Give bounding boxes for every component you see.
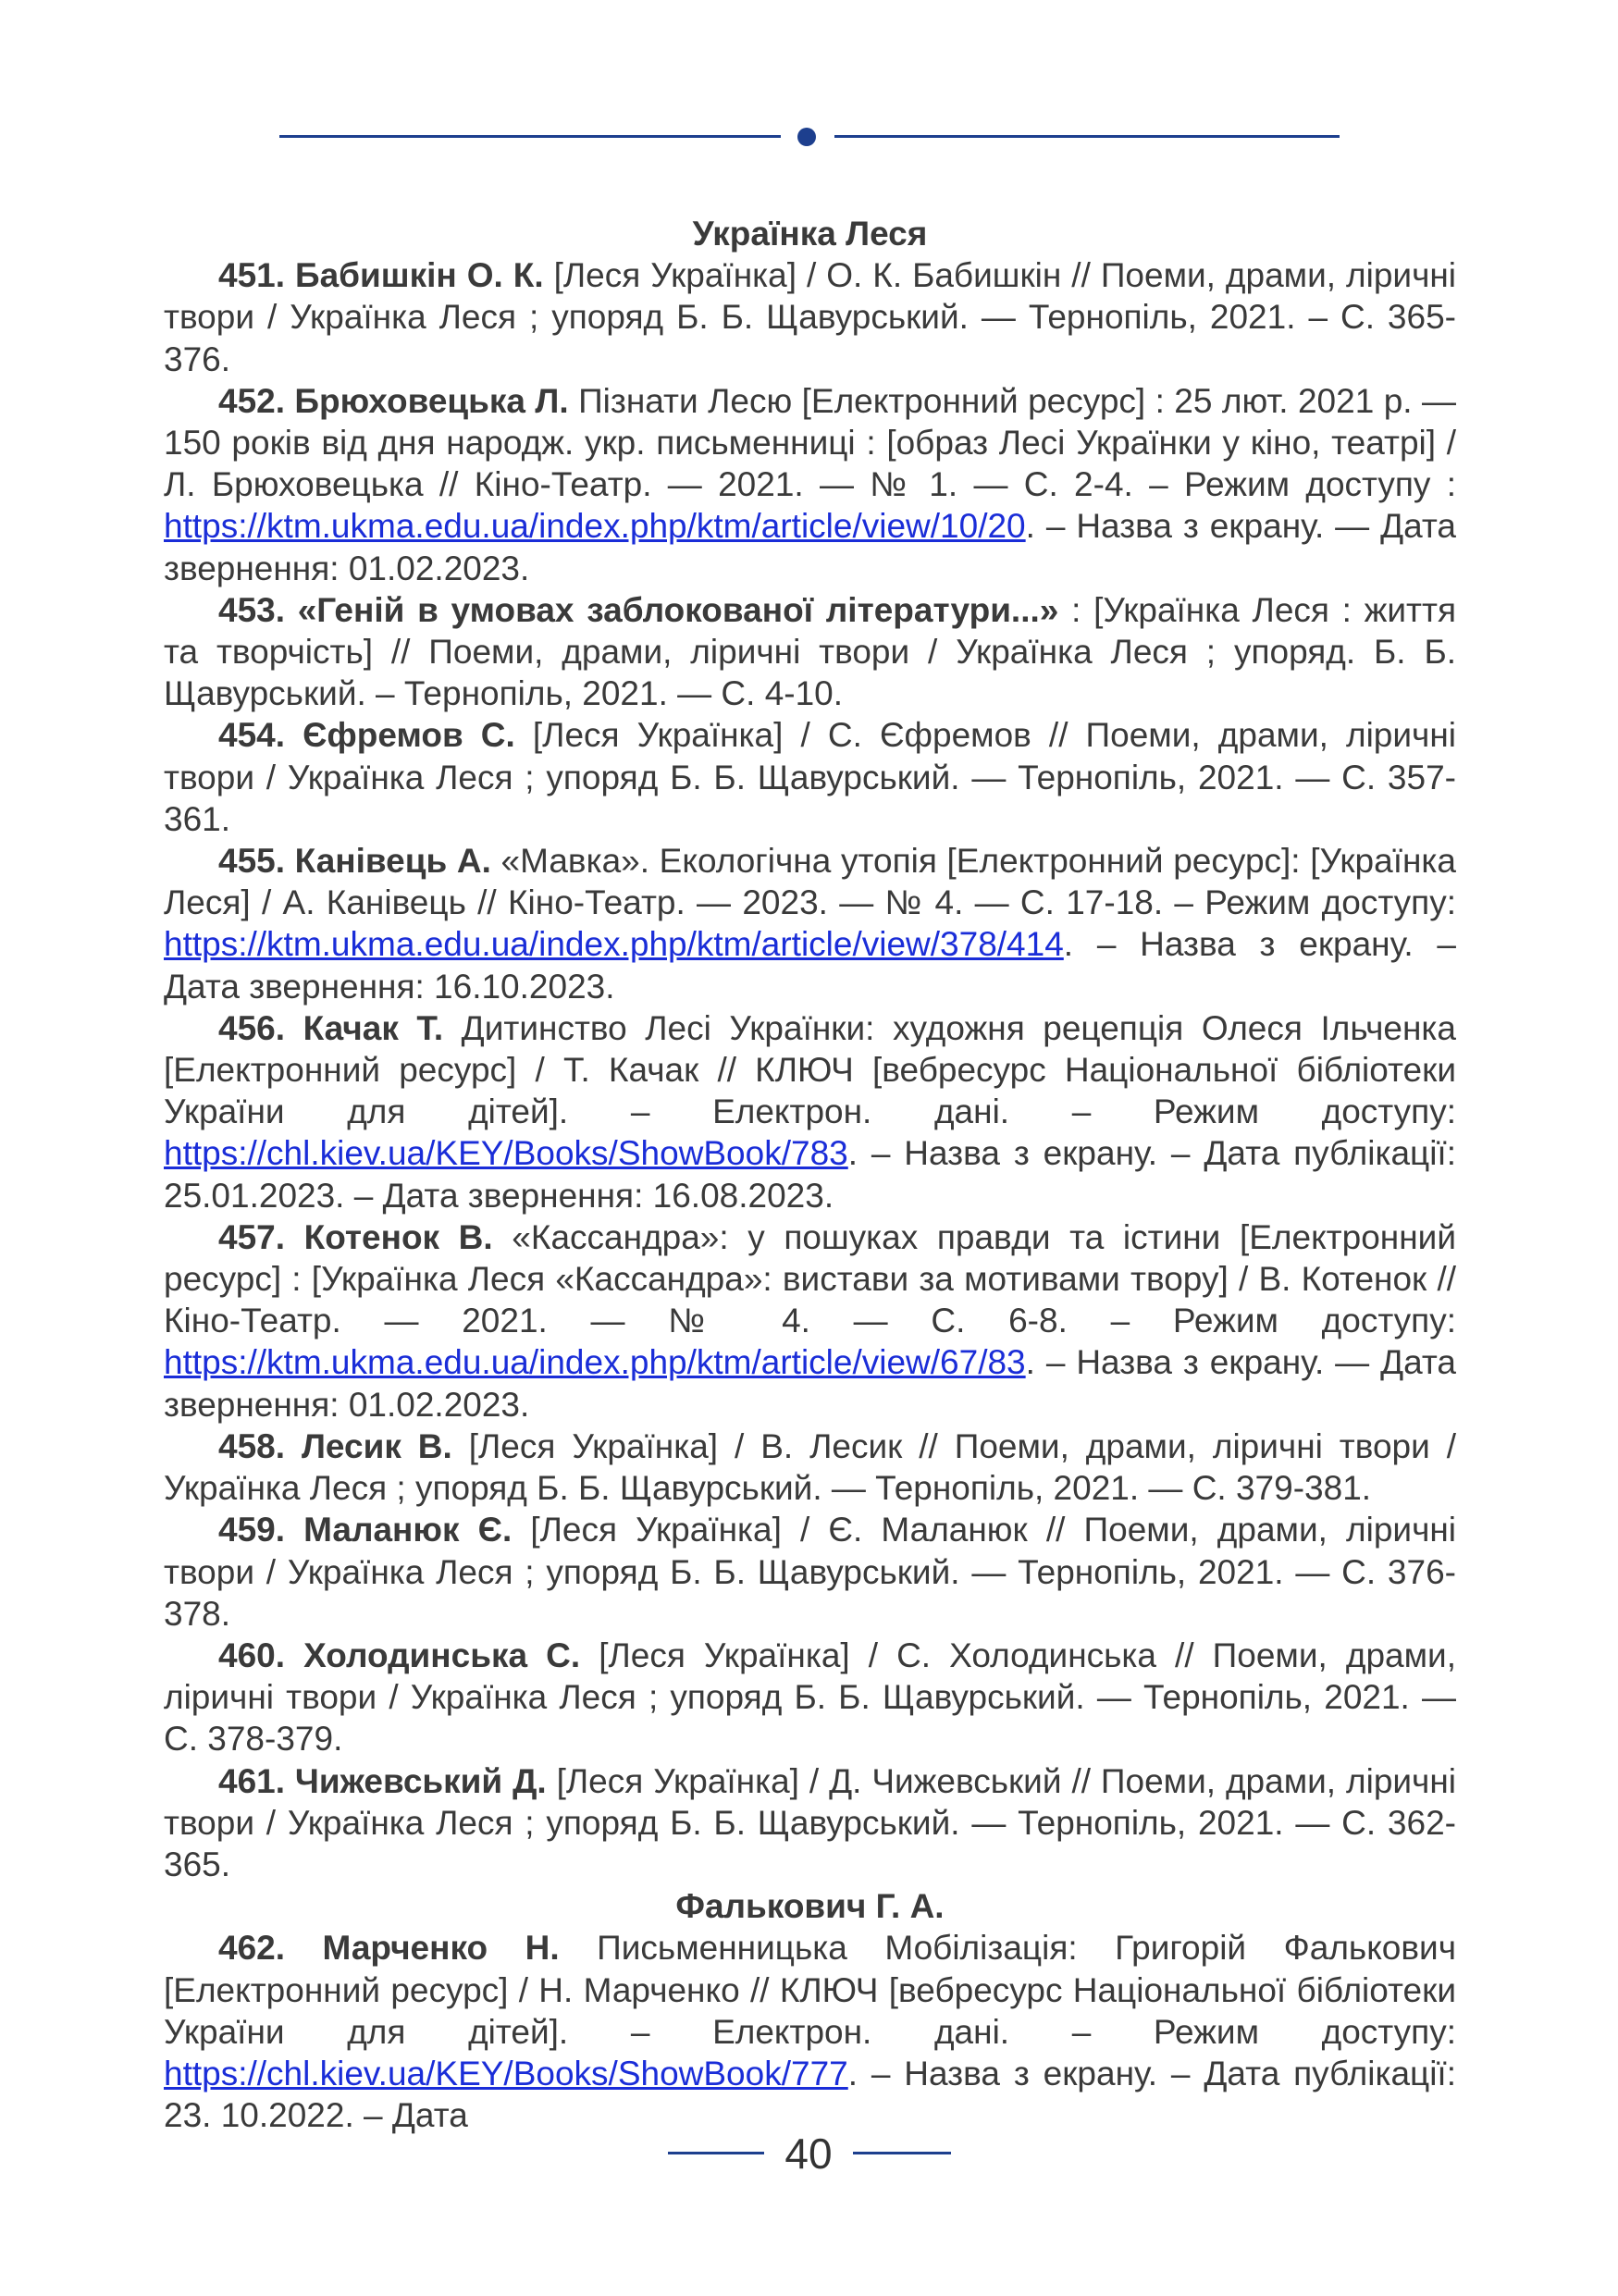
top-ornament xyxy=(279,128,1340,146)
entry-author: 461. Чижевський Д. xyxy=(218,1761,547,1800)
bibliography-entry xyxy=(164,714,1456,840)
entry-text: [Леся Українка] / С. Холодинська // Поеми, драми, ліричні твори / Українка Леся ; упоряд Б. Б. Щавурський. — Тернопіль, 2021. — С. 378-379. xyxy=(164,1636,1456,1759)
bibliography-entry xyxy=(164,380,1456,589)
ornament-dot xyxy=(797,128,816,146)
bibliography-entry xyxy=(164,1007,1456,1216)
bibliography-entry xyxy=(164,1927,1456,2136)
bibliography-entry xyxy=(164,1635,1456,1760)
bibliography-entry xyxy=(164,1760,1456,1886)
entry-author: 455. Канівець А. xyxy=(218,842,491,881)
entry-text: [Леся Українка] / О. К. Бабишкін // Поеми, драми, ліричні твори / Українка Леся ; упоряд Б. Б. Щавурський. — Тернопіль, 2021. – С. 365-376. xyxy=(164,256,1457,378)
bibliography-entry xyxy=(164,1509,1456,1635)
entry-link[interactable]: https://ktm.ukma.edu.ua/index.php/ktm/article/view/378/414 xyxy=(164,925,1064,964)
entry-text-tail: . – Назва з екрану. – Дата публікації: 23. 10.2022. – Дата xyxy=(164,2054,1456,2135)
page-number: 40 xyxy=(784,2129,833,2178)
bibliography-entry xyxy=(164,840,1456,1007)
entry-author: 453. «Геній в умовах заблокованої літератури...» xyxy=(218,590,1059,629)
entry-text: Дитинство Лесі Українки: художня рецепція Олеся Ільченка [Електронний ресурс] / Т. Качак // КЛЮЧ [вебресурс Національної бібліотеки України для дітей]. – Електрон. дані. – Режим доступу: xyxy=(164,1008,1456,1131)
entry-text-tail: . – Назва з екрану. — Дата звернення: 01.02.2023. xyxy=(164,1343,1456,1424)
entry-text: Пізнати Лесю [Електронний ресурс] : 25 лют. 2021 р. — 150 років від дня народж. укр. письменниці : [образ Лесі Українки у кіно, театрі] / Л. Брюховецька // Кіно-Театр. — 2021. — № 1. — С. 2-4. – Режим доступу : xyxy=(164,381,1456,504)
entry-author: 452. Брюховецька Л. xyxy=(218,381,569,420)
footer-line-right xyxy=(853,2152,951,2154)
entry-author: 458. Лесик В. xyxy=(218,1426,452,1465)
entry-text: «Мавка». Екологічна утопія [Електронний ресурс]: [Українка Леся] / А. Канівець // Кіно-Театр. — 2023. — № 4. — С. 17-18. – Режим доступу: xyxy=(164,842,1456,922)
bibliography-entry xyxy=(164,1216,1456,1426)
bibliography-content xyxy=(164,213,1456,2136)
entry-author: 460. Холодинська С. xyxy=(218,1636,581,1674)
bibliography-entry xyxy=(164,1426,1456,1509)
section-heading: Фалькович Г. А. xyxy=(675,1887,945,1926)
entry-text-tail: . – Назва з екрану. – Дата публікації: 25.01.2023. – Дата звернення: 16.08.2023. xyxy=(164,1134,1456,1215)
entry-link[interactable]: https://ktm.ukma.edu.ua/index.php/ktm/article/view/10/20 xyxy=(164,507,1026,546)
entry-author: 457. Котенок В. xyxy=(218,1217,493,1256)
entry-text: [Леся Українка] / С. Єфремов // Поеми, драми, ліричні твори / Українка Леся ; упоряд Б. Б. Щавурський. — Тернопіль, 2021. — С. 357-361. xyxy=(164,716,1456,838)
entry-text: «Кассандра»: у пошуках правди та істини [Електронний ресурс] : [Українка Леся «Кассандра»: вистави за мотивами твору] / В. Котенок // Кіно-Театр. — 2021. — № 4. — С. 6-8. – Режим доступу: xyxy=(164,1217,1456,1340)
ornament-line-right xyxy=(834,135,1340,138)
section-heading: Українка Леся xyxy=(692,215,928,253)
entry-link[interactable]: https://chl.kiev.ua/KEY/Books/ShowBook/783 xyxy=(164,1134,848,1173)
entry-author: 451. Бабишкін О. К. xyxy=(218,256,544,295)
bibliography-entry xyxy=(164,589,1456,715)
entry-author: 459. Маланюк Є. xyxy=(218,1511,513,1549)
entry-author: 462. Марченко Н. xyxy=(218,1929,560,1968)
entry-text: [Леся Українка] / В. Лесик // Поеми, драми, ліричні твори / Українка Леся ; упоряд Б. Б. Щавурський. — Тернопіль, 2021. — С. 379-381. xyxy=(164,1426,1457,1508)
entry-text: Письменницька Мобілізація: Григорій Фалькович [Електронний ресурс] / Н. Марченко // КЛЮЧ [вебресурс Національної бібліотеки України для дітей]. – Електрон. дані. – Режим доступу: xyxy=(164,1929,1456,2051)
entry-text-tail: . – Назва з екрану. – Дата звернення: 16.10.2023. xyxy=(164,925,1456,1006)
entry-text: [Леся Українка] / Є. Маланюк // Поеми, драми, ліричні твори / Українка Леся ; упоряд Б. Б. Щавурський. — Тернопіль, 2021. — С. 376-378. xyxy=(164,1511,1457,1633)
footer-line-left xyxy=(668,2152,764,2154)
entry-link[interactable]: https://chl.kiev.ua/KEY/Books/ShowBook/777 xyxy=(164,2054,848,2092)
page-footer xyxy=(668,2128,951,2179)
entry-author: 454. Єфремов С. xyxy=(218,716,515,755)
entry-link[interactable]: https://ktm.ukma.edu.ua/index.php/ktm/article/view/67/83 xyxy=(164,1343,1026,1382)
entry-author: 456. Качак Т. xyxy=(218,1008,444,1047)
entry-text: : [Українка Леся : життя та творчість] // Поеми, драми, ліричні твори / Українка Леся ; упоряд. Б. Б. Щавурський. – Тернопіль, 2021. — С. 4-10. xyxy=(164,590,1456,713)
entry-text: [Леся Українка] / Д. Чижевський // Поеми, драми, ліричні твори / Українка Леся ; упоряд Б. Б. Щавурський. — Тернопіль, 2021. — С. 362-365. xyxy=(164,1761,1456,1883)
ornament-line-left xyxy=(279,135,781,138)
entry-text-tail: . – Назва з екрану. — Дата звернення: 01.02.2023. xyxy=(164,507,1456,587)
bibliography-entry xyxy=(164,254,1456,380)
